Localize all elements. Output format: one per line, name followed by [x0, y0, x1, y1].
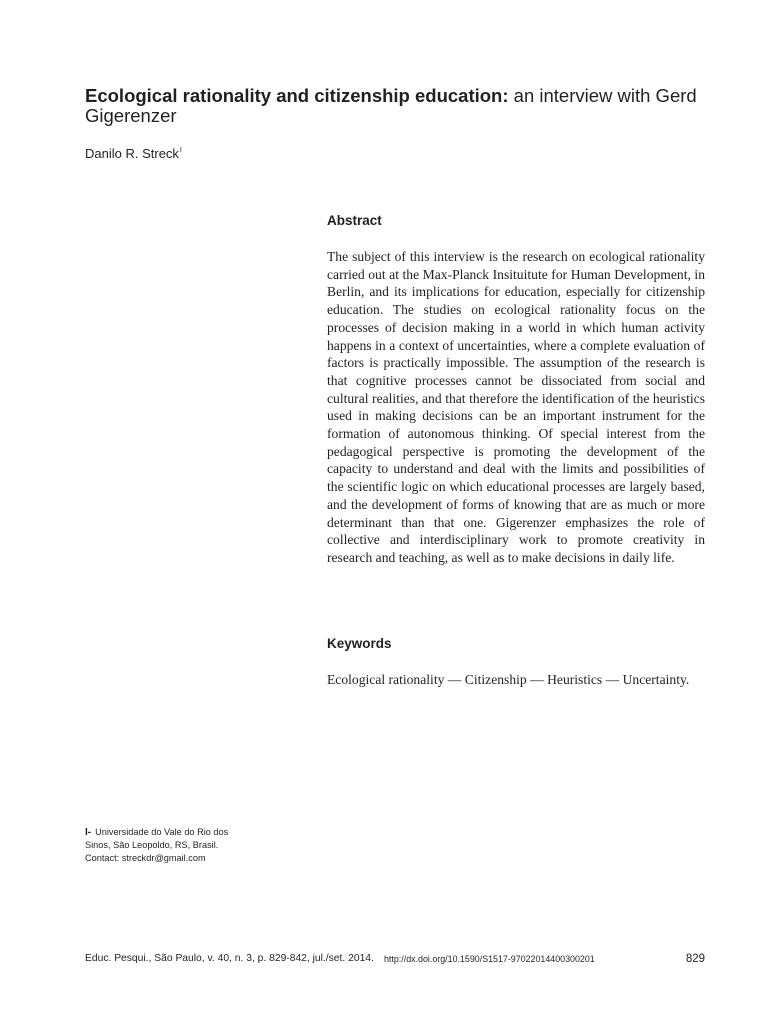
author-name: [85, 146, 182, 161]
article-title: [85, 86, 705, 126]
footer-doi-link[interactable]: http://dx.doi.org/10.1590/S1517-97022014400300201: [384, 954, 595, 964]
affiliation-marker: I-: [85, 827, 92, 838]
affiliation-line-1: [85, 826, 275, 839]
author-affiliation-marker: I: [179, 147, 182, 154]
affiliation-line-1-text: Universidade do Vale do Rio dos: [95, 827, 229, 837]
keywords-heading: Keywords: [327, 636, 392, 651]
author-name-text: Danilo R. Streck: [85, 146, 179, 161]
article-title-regular: an interview with Gerd Gigerenzer: [85, 85, 697, 126]
affiliation-footnote: [85, 826, 275, 865]
keywords-text: Ecological rationality — Citizenship — Heuristics — Uncertainty.: [327, 672, 690, 687]
footer-citation: Educ. Pesqui., São Paulo, v. 40, n. 3, p. 829-842, jul./set. 2014.: [85, 953, 374, 964]
affiliation-line-2: Sinos, São Leopoldo, RS, Brasil.: [85, 840, 219, 850]
page-number: 829: [685, 953, 705, 965]
affiliation-contact: Contact: streckdr@gmail.com: [85, 853, 206, 863]
abstract-text: The subject of this interview is the research on ecological rationality carried out at the Max-Planck Insituitute for Human Development, in Berlin, and its implications for education, especially for citizenship education. The studies on ecological rationality focus on the processes of decision making in a world in which human activity happens in a context of uncertainties, where a complete evaluation of factors is practically impossible. The assumption of the research is that cognitive processes cannot be dissociated from social and cultural realities, and that therefore the identification of the heuristics used in making decisions can be an important instrument for the formation of autonomous thinking. Of special interest from the pedagogical perspective is promoting the development of the capacity to understand and deal with the limits and possibilities of the scientific logic on which educational processes are largely based, and the development of forms of knowing that are as much or more determinant than that one. Gigerenzer emphasizes the role of collective and interdisciplinary work to promote creativity in research and teaching, as well as to make decisions in daily life.: [327, 249, 705, 565]
article-title-bold: Ecological rationality and citizenship education:: [85, 85, 509, 106]
abstract-heading: Abstract: [327, 213, 382, 228]
